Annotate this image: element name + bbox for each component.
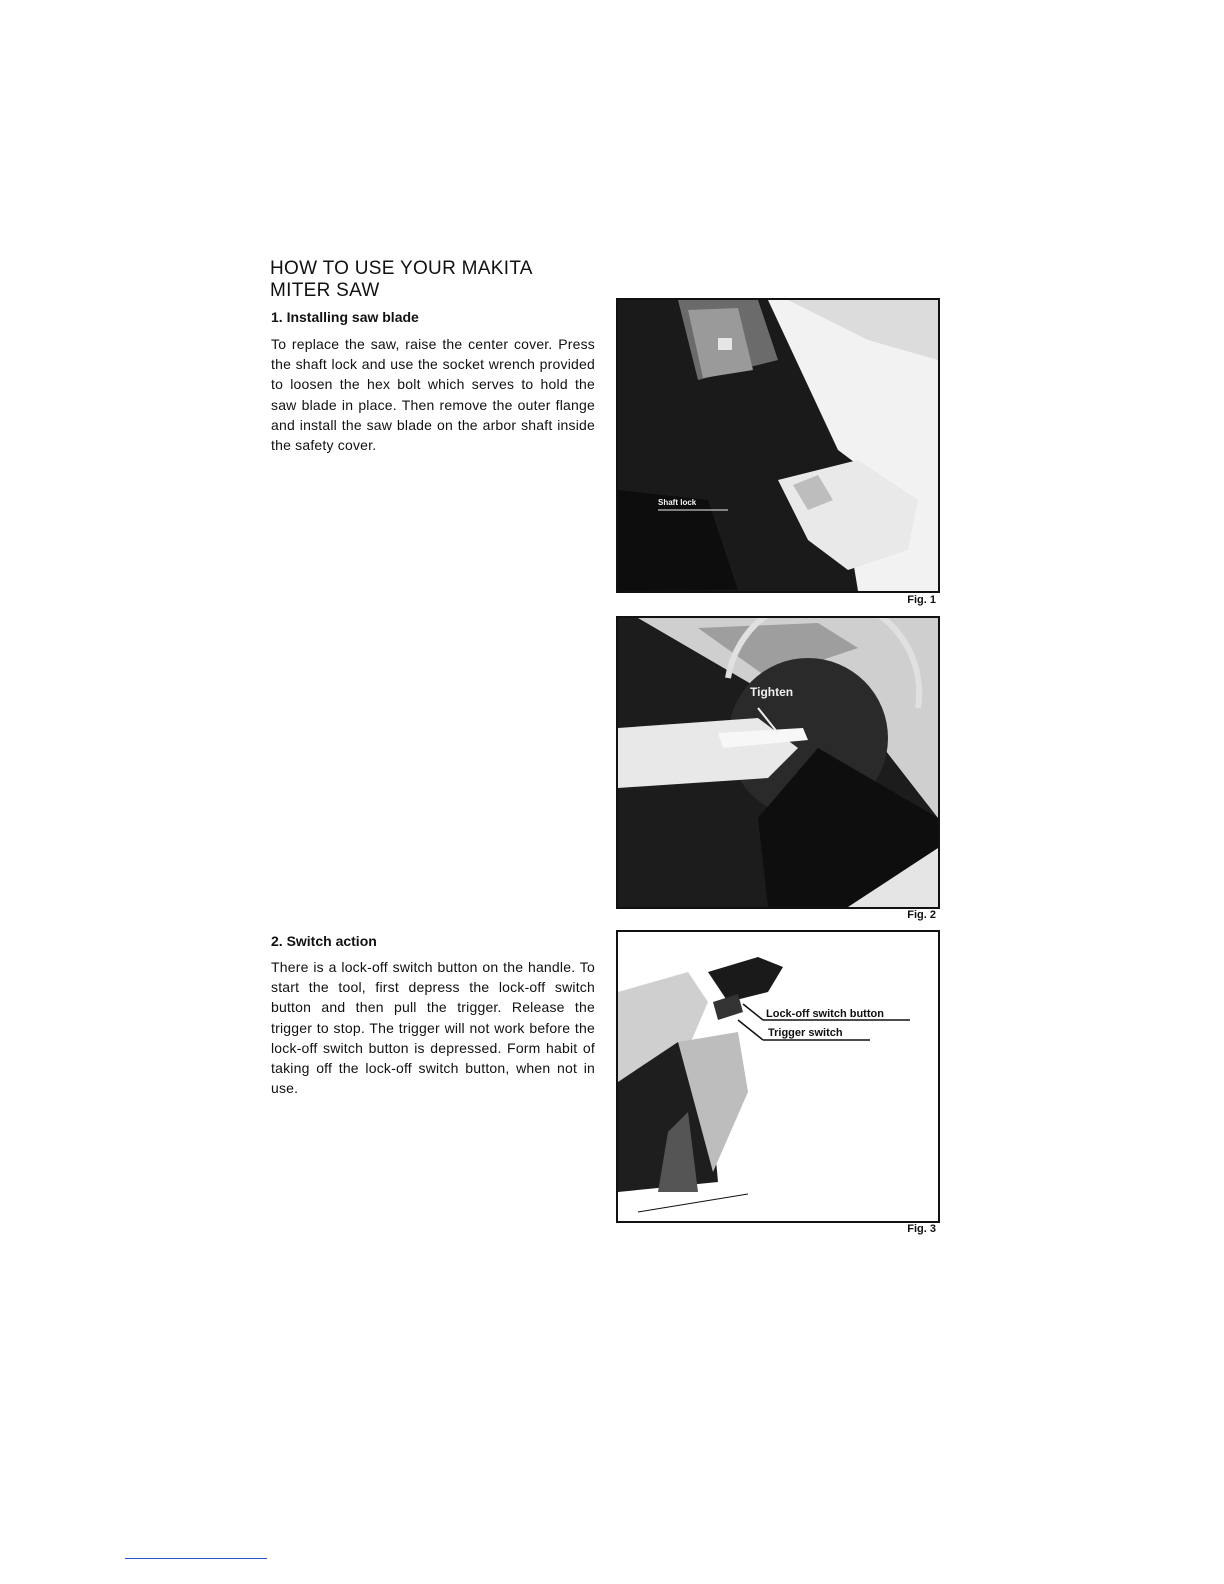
figure-1-caption: Fig. 1	[907, 594, 936, 606]
saw-switch-illustration	[618, 932, 938, 1221]
saw-tighten-bolt-illustration	[618, 618, 938, 907]
section-2-body: There is a lock-off switch button on the handle. To start the tool, first depress the lock-off switch button and then pull the trigger. Release the trigger to stop. The trigger will not work before the lock-off switch button is depressed. Form habit of taking off the lock-off switch button, when not in use.	[271, 959, 595, 1097]
figure-2-label-tighten: Tighten	[750, 685, 794, 699]
page-title	[270, 258, 590, 302]
figure-2-caption: Fig. 2	[907, 909, 936, 921]
figure-2-photo	[616, 616, 940, 909]
figure-3-photo	[616, 930, 940, 1223]
figure-3-label-lock-off-switch: Lock-off switch button	[766, 1008, 884, 1020]
figure-1-photo	[616, 298, 940, 593]
figure-3-label-trigger-switch: Trigger switch	[768, 1027, 843, 1039]
figure-1-label-shaft-lock: Shaft lock	[658, 498, 697, 507]
section-2-title: 2. Switch action	[271, 933, 377, 949]
section-1-body: To replace the saw, raise the center cover. Press the shaft lock and use the socket wrench provided to loosen the hex bolt which serves to hold the saw blade in place. Then remove the outer flange and install the saw blade on the arbor shaft inside the safety cover.	[271, 336, 595, 454]
page-title-line-2: MITER SAW	[270, 280, 380, 301]
section-1-title: 1. Installing saw blade	[271, 309, 419, 325]
figure-3-caption: Fig. 3	[907, 1223, 936, 1235]
footer-rule	[125, 1558, 267, 1559]
page-title-line-1: HOW TO USE YOUR MAKITA	[270, 258, 533, 279]
saw-shaft-lock-illustration	[618, 300, 938, 591]
